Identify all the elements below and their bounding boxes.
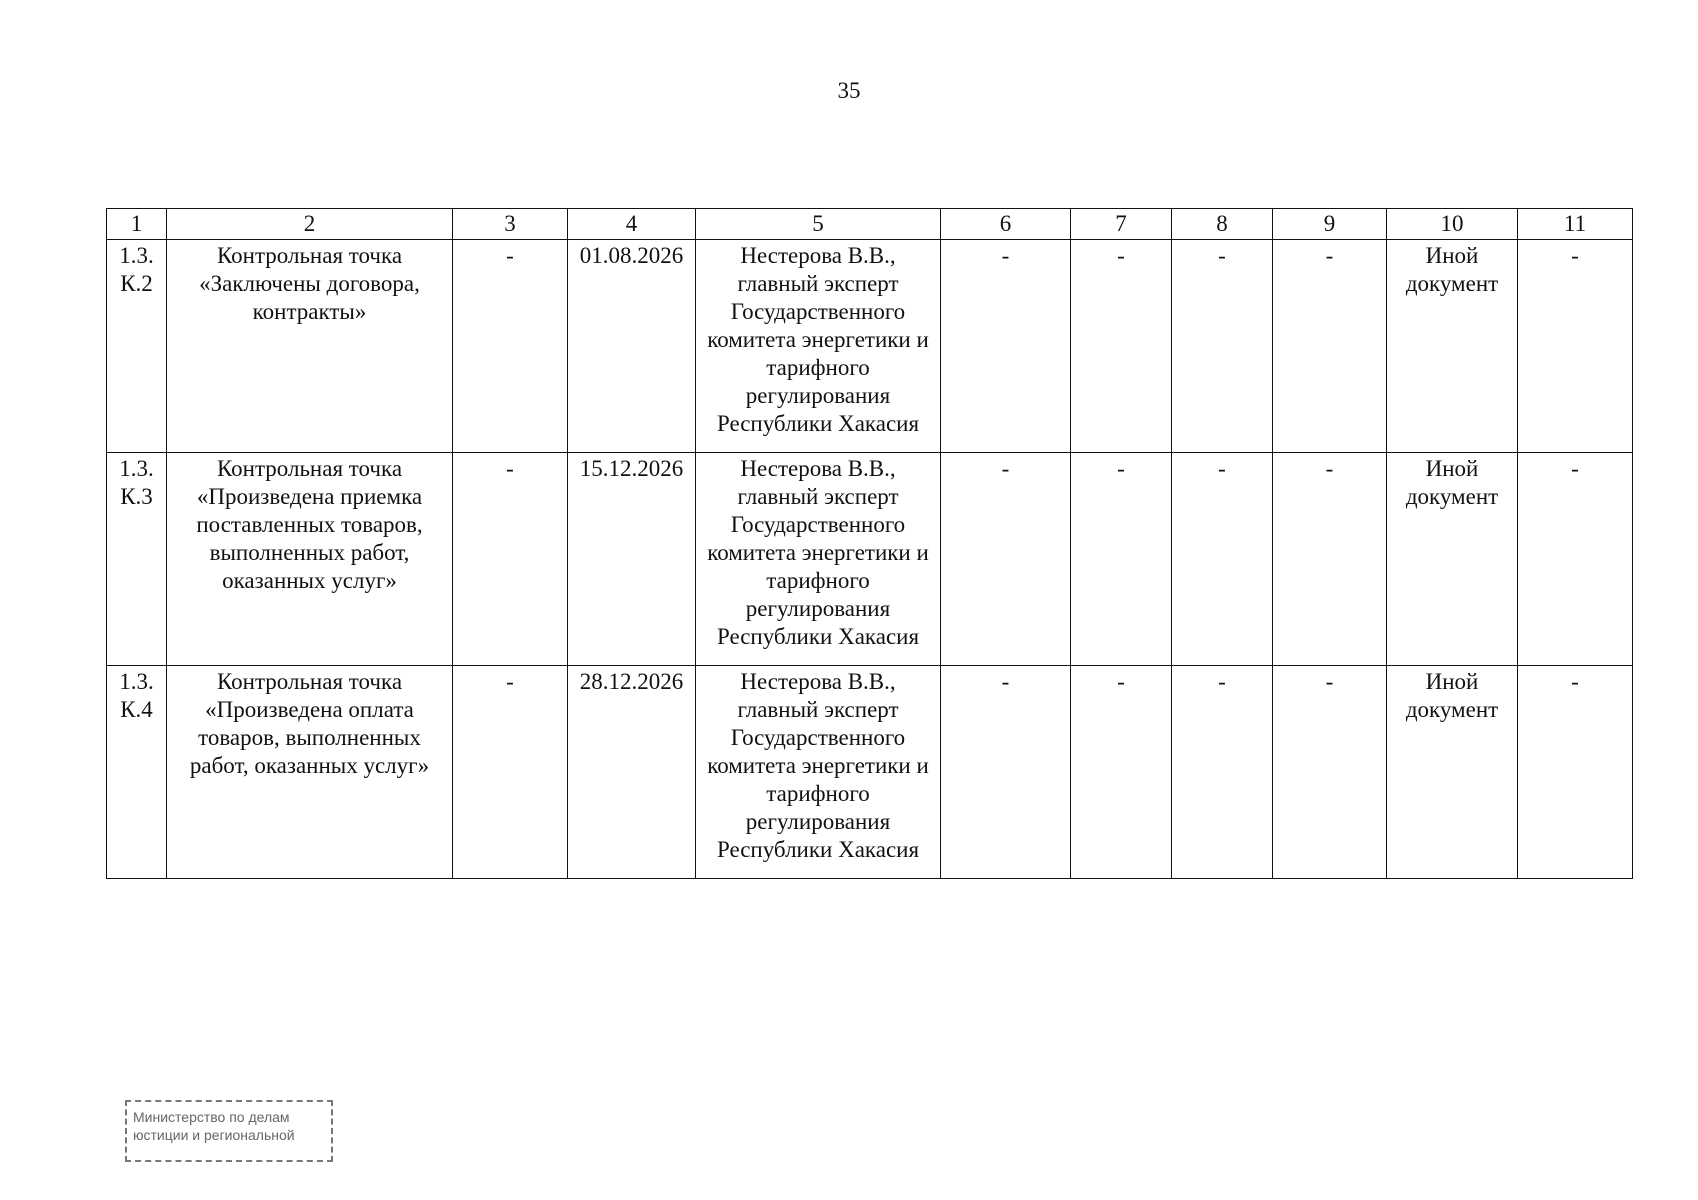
cell-control-point: Контрольная точка «Произведена оплата товаров, выполненных работ, оказанных услуг» [167,666,453,879]
cell-date: 01.08.2026 [568,240,696,453]
cell-control-point: Контрольная точка «Произведена приемка поставленных товаров, выполненных работ, оказанных услуг» [167,453,453,666]
cell-col8: - [1172,666,1273,879]
cell-col6: - [941,453,1071,666]
table-row [107,453,1633,666]
cell-col7: - [1071,453,1172,666]
cell-col9: - [1273,666,1387,879]
cell-col11: - [1518,666,1633,879]
cell-responsible: Нестерова В.В., главный эксперт Государственного комитета энергетики и тарифного регулирования Республики Хакасия [696,453,941,666]
cell-control-point: Контрольная точка «Заключены договора, контракты» [167,240,453,453]
cell-col11: - [1518,453,1633,666]
table-row [107,666,1633,879]
cell-date: 28.12.2026 [568,666,696,879]
column-header: 2 [167,209,453,240]
ministry-stamp [125,1100,333,1162]
cell-col7: - [1071,666,1172,879]
cell-date: 15.12.2026 [568,453,696,666]
cell-col7: - [1071,240,1172,453]
column-header: 6 [941,209,1071,240]
column-header: 8 [1172,209,1273,240]
cell-col11: - [1518,240,1633,453]
stamp-line: юстиции и региональной [133,1127,295,1143]
column-header: 7 [1071,209,1172,240]
column-header: 11 [1518,209,1633,240]
column-header: 10 [1387,209,1518,240]
cell-col3: - [453,453,568,666]
cell-responsible: Нестерова В.В., главный эксперт Государственного комитета энергетики и тарифного регулирования Республики Хакасия [696,666,941,879]
control-points-table [106,208,1633,879]
cell-number: 1.3. К.2 [107,240,167,453]
cell-document: Иной документ [1387,240,1518,453]
cell-col8: - [1172,453,1273,666]
cell-col9: - [1273,240,1387,453]
cell-col6: - [941,666,1071,879]
column-header: 1 [107,209,167,240]
cell-col9: - [1273,453,1387,666]
cell-col3: - [453,240,568,453]
cell-number: 1.3. К.3 [107,453,167,666]
cell-number: 1.3. К.4 [107,666,167,879]
column-header: 9 [1273,209,1387,240]
column-header: 5 [696,209,941,240]
table-row [107,240,1633,453]
page-number: 35 [837,78,861,103]
stamp-line: Министерство по делам [133,1109,290,1125]
column-header: 4 [568,209,696,240]
cell-col3: - [453,666,568,879]
header-row [107,209,1633,240]
cell-col8: - [1172,240,1273,453]
cell-document: Иной документ [1387,666,1518,879]
cell-document: Иной документ [1387,453,1518,666]
cell-responsible: Нестерова В.В., главный эксперт Государственного комитета энергетики и тарифного регулирования Республики Хакасия [696,240,941,453]
cell-col6: - [941,240,1071,453]
column-header: 3 [453,209,568,240]
